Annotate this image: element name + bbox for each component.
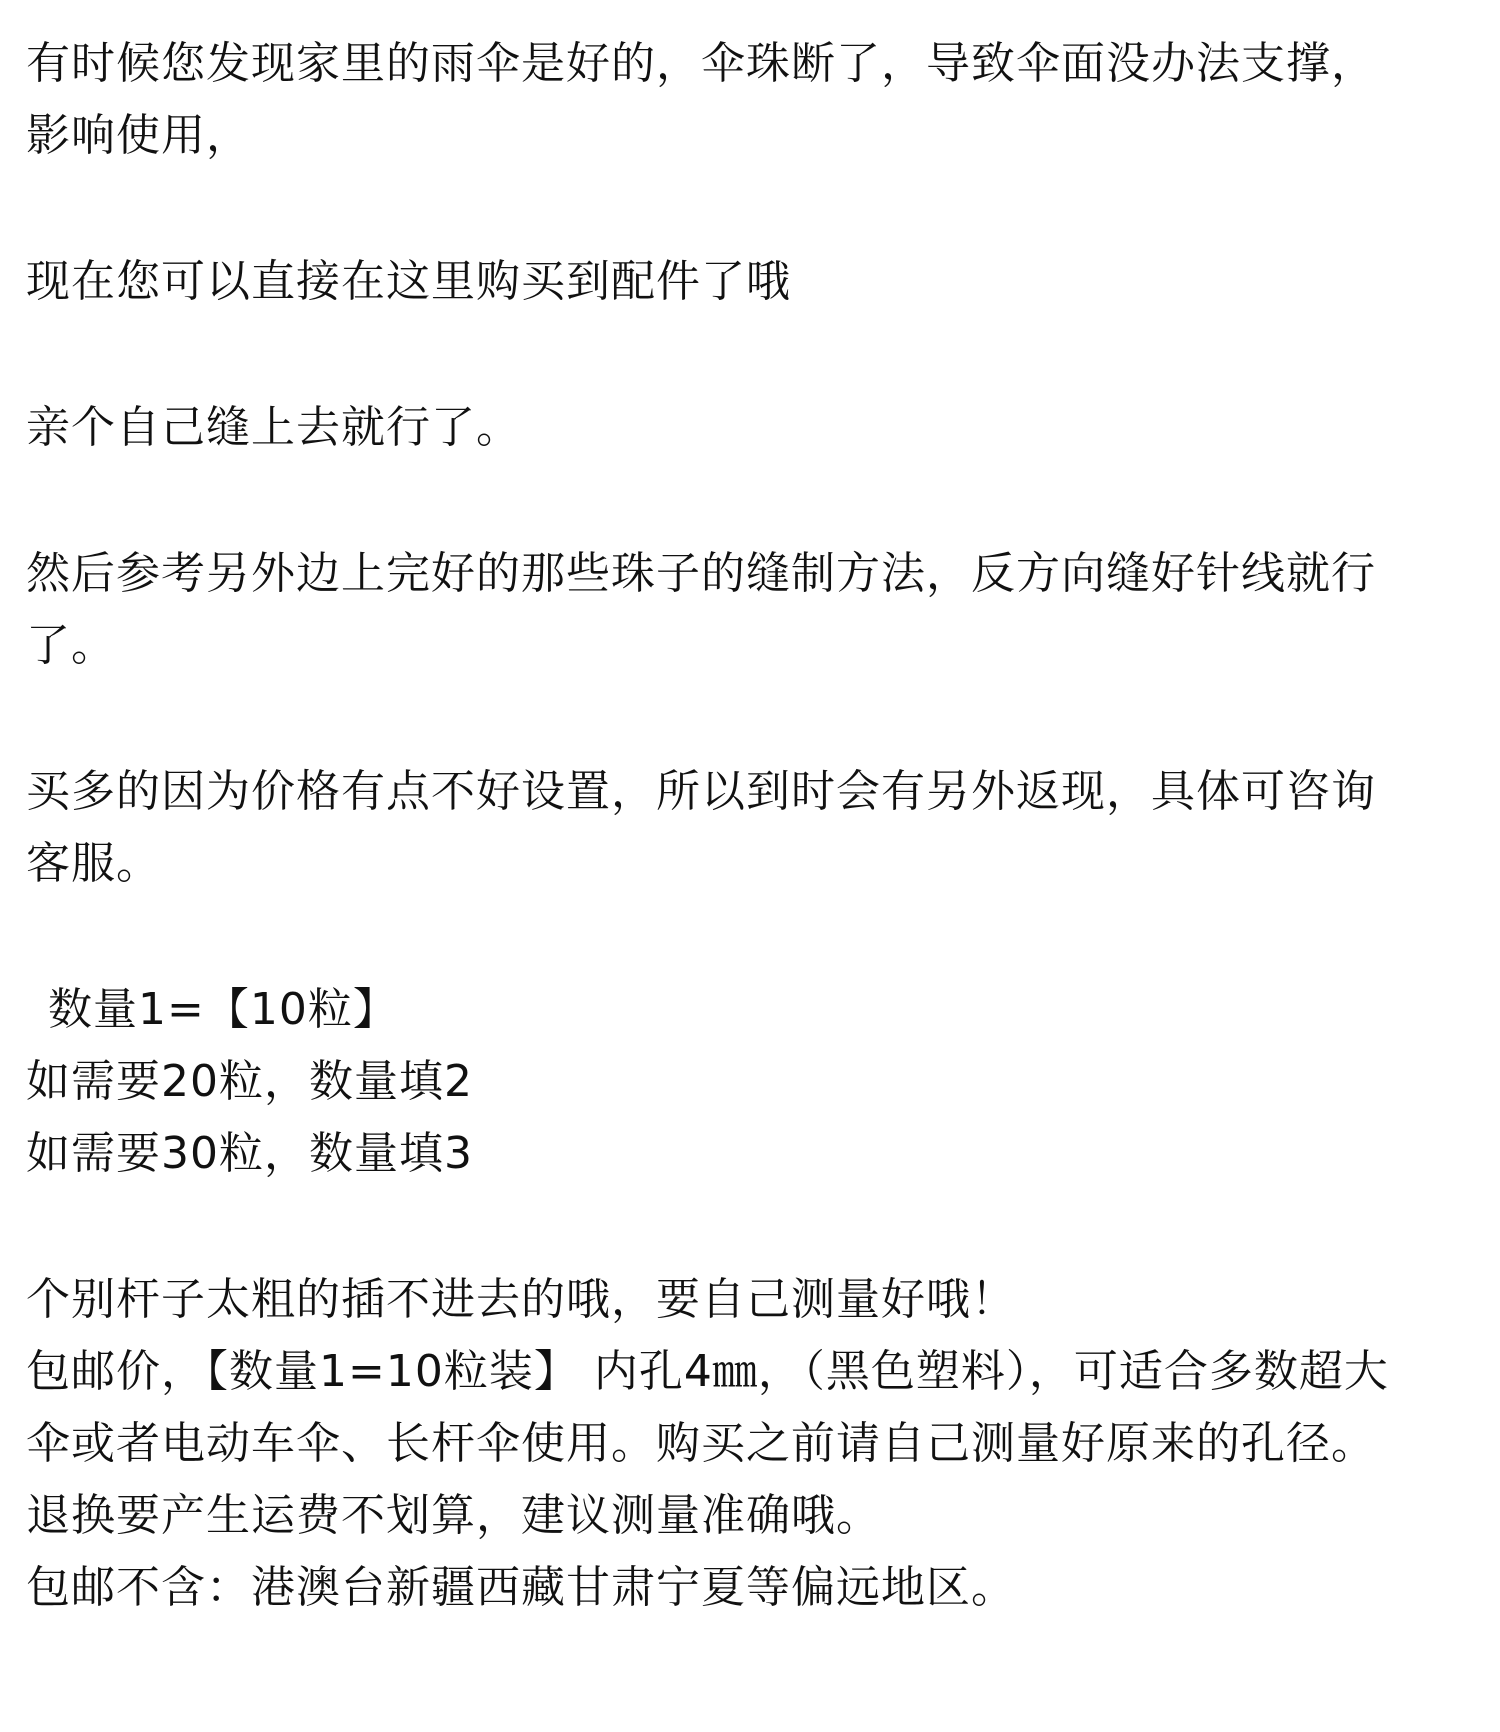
text-line: 现在您可以直接在这里购买到配件了哦 bbox=[26, 256, 791, 307]
paragraph-gap bbox=[26, 682, 1486, 756]
paragraph-gap bbox=[26, 464, 1486, 538]
text-line: 了。 bbox=[26, 620, 116, 671]
text-line: 然后参考另外边上完好的那些珠子的缝制方法，反方向缝好针线就行 bbox=[26, 548, 1376, 599]
text-line: 包邮不含：港澳台新疆西藏甘肃宁夏等偏远地区。 bbox=[26, 1562, 1016, 1613]
quantity-line: 如需要30粒，数量填3 bbox=[26, 1128, 473, 1179]
text-line: 客服。 bbox=[26, 838, 161, 889]
paragraph-gap bbox=[26, 318, 1486, 392]
text-line: 退换要产生运费不划算，建议测量准确哦。 bbox=[26, 1490, 881, 1541]
quantity-line: 数量1=【10粒】 bbox=[48, 984, 398, 1035]
text-line: 包邮价，【数量1=10粒装】 内孔4㎜，（黑色塑料），可适合多数超大 bbox=[26, 1346, 1389, 1397]
text-line: 影响使用， bbox=[26, 110, 251, 161]
paragraph-gap bbox=[26, 172, 1486, 246]
text-line: 有时候您发现家里的雨伞是好的，伞珠断了，导致伞面没办法支撑， bbox=[26, 38, 1376, 89]
text-line: 伞或者电动车伞、长杆伞使用。购买之前请自己测量好原来的孔径。 bbox=[26, 1418, 1376, 1469]
text-line: 个别杆子太粗的插不进去的哦，要自己测量好哦！ bbox=[26, 1274, 1016, 1325]
text-line: 亲个自己缝上去就行了。 bbox=[26, 402, 521, 453]
text-line: 买多的因为价格有点不好设置，所以到时会有另外返现，具体可咨询 bbox=[26, 766, 1376, 817]
paragraph-gap bbox=[26, 1190, 1486, 1264]
paragraph-gap bbox=[26, 900, 1486, 974]
document-body bbox=[26, 28, 1486, 1624]
quantity-line: 如需要20粒，数量填2 bbox=[26, 1056, 473, 1107]
